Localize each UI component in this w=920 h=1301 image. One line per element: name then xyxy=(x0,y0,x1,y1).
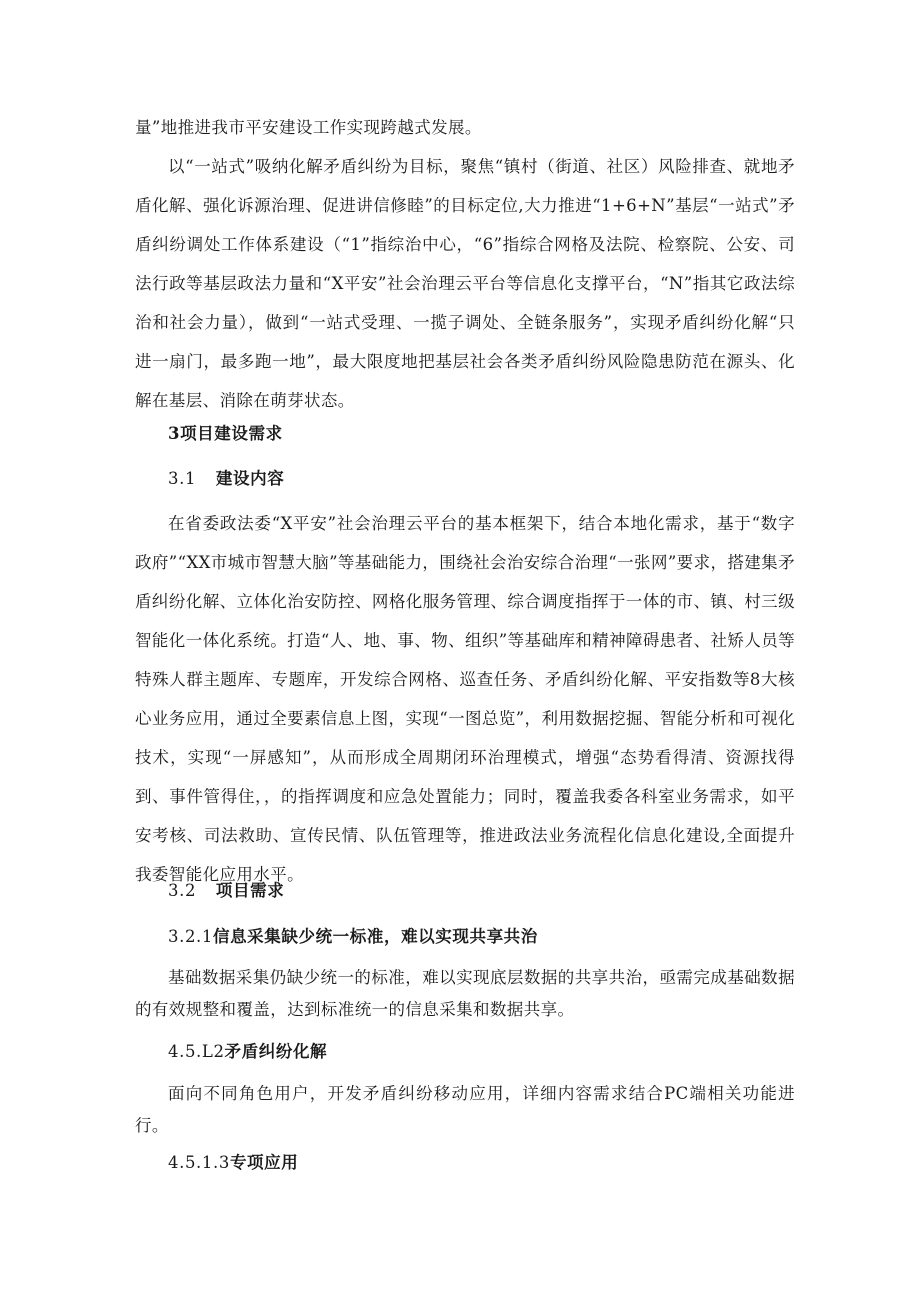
heading-section-3-2 xyxy=(168,879,284,903)
heading-section-4-5-1-3 xyxy=(168,1151,298,1175)
heading-section-3-1 xyxy=(168,467,284,491)
heading-3-1-number: 3.1 xyxy=(168,469,197,488)
paragraph-one-stop-service: 以“一站式”吸纳化解矛盾纠纷为目标，聚焦“镇村（街道、社区）风险排查、就地矛盾化解、强化诉源治理、促进讲信修睦”的目标定位,大力推进“1+6+N”基层“一站式”矛盾纠纷调处工作体系建设（“1”指综治中心，“6”指综合网格及法院、检察院、公安、司法行政等基层政法力量和“X平安”社会治理云平台等信息化支撑平台，“N”指其它政法综治和社会力量），做到“一站式受理、一揽子调处、全链条服务”，实现矛盾纠纷化解“只进一扇门，最多跑一地”，最大限度地把基层社会各类矛盾纠纷风险隐患防范在源头、化解在基层、消除在萌芽状态。 xyxy=(135,157,795,410)
paragraph-continued: 量”地推进我市平安建设工作实现跨越式发展。 xyxy=(135,118,482,137)
heading-section-3-text: 3项目建设需求 xyxy=(168,424,283,443)
paragraph-construction-content: 在省委政法委“X平安”社会治理云平台的基本框架下，结合本地化需求，基于“数字政府”“XX市城市智慧大脑”等基础能力，围绕社会治安综合治理“一张网”要求，搭建集矛盾纠纷化解、立体化治安防控、网格化服务管理、综合调度指挥于一体的市、镇、村三级智能化一体化系统。打造“人、地、事、物、组织”等基础库和精神障碍患者、社矫人员等特殊人群主题库、专题库，开发综合网格、巡查任务、矛盾纠纷化解、平安指数等8大核心业务应用，通过全要素信息上图，实现“一图总览”，利用数据挖掘、智能分析和可视化技术，实现“一屏感知”，从而形成全周期闭环治理模式，增强“态势看得清、资源找得到、事件管得住，，的指挥调度和应急处置能力；同时，覆盖我委各科室业务需求，如平安考核、司法救助、宣传民情、队伍管理等，推进政法业务流程化信息化建设,全面提升我委智能化应用水平。 xyxy=(135,514,795,884)
paragraph-conflict-mobile-app: 面向不同角色用户，开发矛盾纠纷移动应用，详细内容需求结合PC端相关功能进行。 xyxy=(135,1084,795,1135)
heading-section-3-2-1 xyxy=(168,925,538,949)
heading-4-5-1-3-number: 4.5.1.3 xyxy=(168,1153,230,1172)
heading-4-5-1-2-number: 4.5.L2 xyxy=(168,1042,225,1061)
paragraph-data-collection: 基础数据采集仍缺少统一的标准，难以实现底层数据的共享共治，亟需完成基础数据的有效规整和覆盖，达到标准统一的信息采集和数据共享。 xyxy=(135,968,795,1019)
heading-3-2-1-number: 3.2.1 xyxy=(168,927,213,946)
heading-3-2-1-text: 信息采集缺少统一标准，难以实现共享共治 xyxy=(212,927,538,946)
heading-4-5-1-2-text: 矛盾纠纷化解 xyxy=(224,1042,328,1061)
heading-section-3 xyxy=(168,422,283,446)
heading-3-2-text: 项目需求 xyxy=(215,881,285,900)
heading-3-2-number: 3.2 xyxy=(168,881,197,900)
heading-3-1-text: 建设内容 xyxy=(215,469,285,488)
heading-section-4-5-1-2 xyxy=(168,1040,327,1064)
heading-4-5-1-3-text: 专项应用 xyxy=(229,1153,299,1172)
